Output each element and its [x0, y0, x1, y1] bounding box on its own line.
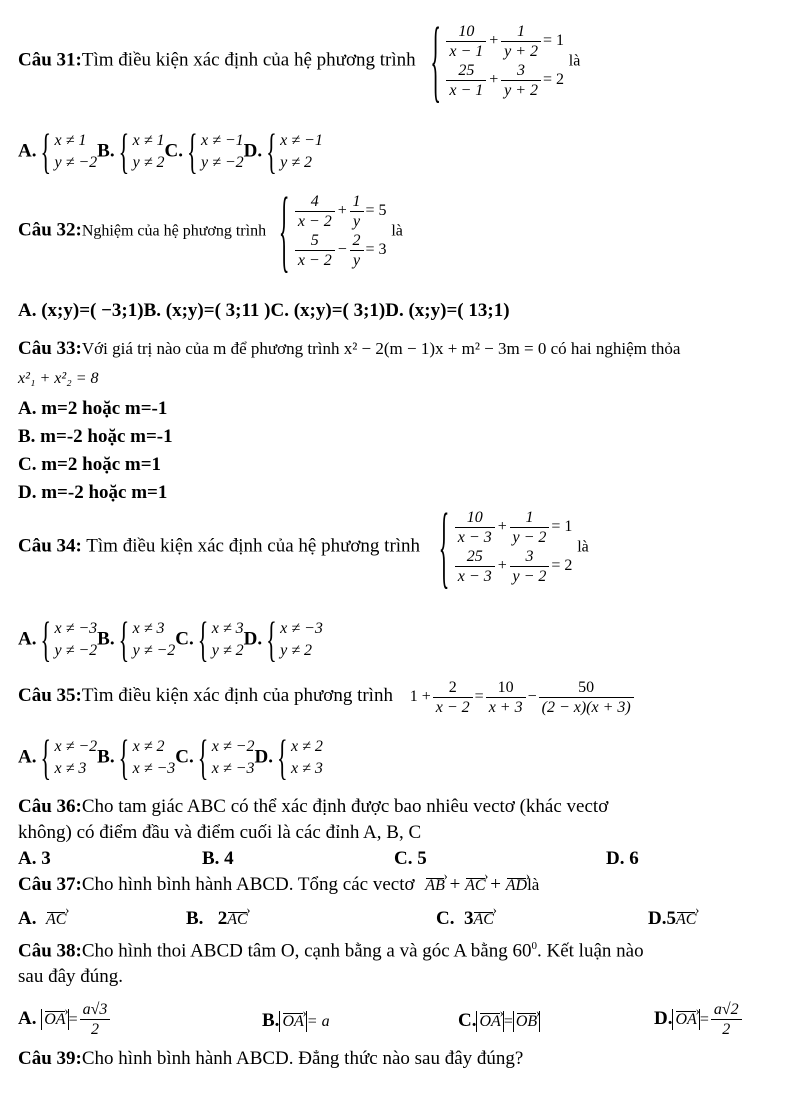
q37-label: Câu 37: — [18, 874, 82, 895]
question-31 — [18, 22, 580, 100]
q33-option-d: D. m=-2 hoặc m=1 — [18, 482, 168, 503]
q36-label: Câu 36: — [18, 796, 82, 817]
q35-equation: 1 + $\frac{2}{x - 2}$ = $\frac{10}{x + 3}$ − $\frac{50}{(2 - x)(x + 3)}$ — [410, 688, 636, 705]
question-39 — [18, 1048, 523, 1070]
q32-system: { $\frac{4}{x - 2}$ + $\frac{1}{y}$ = 5 $\frac{5}{x - 2}$ − $\frac{2}{y}$ = 3 — [283, 192, 387, 270]
q39-text: Cho hình bình hành ABCD. Đẳng thức nào sau đây đúng? — [81, 1048, 524, 1069]
q37-text: Cho hình bình hành ABCD. Tổng các vectơ — [81, 874, 415, 895]
q36-option-a: A. 3 — [18, 848, 51, 869]
q33-label: Câu 33: — [18, 338, 82, 359]
q38-text1: Cho hình thoi ABCD tâm O, cạnh bằng a và góc A bằng 60 — [81, 940, 532, 962]
q36-option-c: C. 5 — [394, 848, 427, 869]
q31-options: A. { x ≠ 1 y ≠ −2 B. { x ≠ 1 y ≠ 2 C. { x ≠ −1 y ≠ −2 D. { x ≠ −1 y ≠ 2 — [18, 130, 323, 174]
q34-system: { $\frac{10}{x - 3}$ + $\frac{1}{y - 2}$ = 1 $\frac{25}{x - 3}$ + $\frac{3}{y - 2}$ = 2 — [443, 508, 573, 586]
question-36 — [18, 796, 608, 818]
question-34 — [18, 508, 589, 586]
q35-label: Câu 35: — [18, 685, 82, 707]
q37-option-b: B. 2AC › — [186, 908, 248, 930]
q34-tail: là — [577, 538, 589, 556]
q32-answers: A. (x;y)=( −3;1)B. (x;y)=( 3;11 )C. (x;y)=( 3;1)D. (x;y)=( 13;1) — [18, 300, 510, 321]
q38-option-c: C. OA › = OB › — [458, 1010, 540, 1032]
q37-option-d: D.5AC › — [648, 908, 696, 930]
q34-label: Câu 34: — [18, 535, 82, 557]
q31-text: Tìm điều kiện xác định của hệ phương trình — [81, 49, 416, 71]
q34-text: Tìm điều kiện xác định của hệ phương trình — [81, 535, 421, 557]
q31-label: Câu 31: — [18, 49, 82, 71]
q33-option-b: B. m=-2 hoặc m=-1 — [18, 426, 173, 447]
q33-condition: x²₁ + x²₂ = 8 — [18, 370, 99, 387]
q32-text: Nghiệm của hệ phương trình — [81, 222, 267, 240]
q38-label: Câu 38: — [18, 940, 82, 962]
q36-option-b: B. 4 — [202, 848, 234, 869]
q38-option-b: B. OA › = a — [262, 1010, 330, 1032]
q32-label: Câu 32: — [18, 219, 82, 241]
question-33 — [18, 338, 680, 360]
q38-text3: sau đây đúng. — [18, 966, 124, 987]
question-35 — [18, 678, 636, 717]
q32-tail: là — [391, 222, 403, 240]
q33-option-a: A. m=2 hoặc m=-1 — [18, 398, 168, 419]
q36-text1: Cho tam giác ABC có thể xác định được bao nhiêu vectơ (khác vectơ — [81, 796, 609, 817]
q38-option-d: D. OA › = $\frac{a√2}{2}$ — [654, 1000, 744, 1039]
q33-option-c: C. m=2 hoặc m=1 — [18, 454, 162, 475]
q36-text2: không) có điểm đầu và điểm cuối là các đỉnh A, B, C — [18, 822, 422, 843]
q37-option-a: A. AC › — [18, 908, 66, 930]
question-32 — [18, 192, 403, 270]
q36-option-d: D. 6 — [606, 848, 639, 869]
q35-text: Tìm điều kiện xác định của phương trình — [81, 685, 393, 707]
question-38 — [18, 940, 644, 962]
q35-options: A. { x ≠ −2 x ≠ 3 B. { x ≠ 2 x ≠ −3 C. { x ≠ −2 x ≠ −3 D. { x ≠ 2 x ≠ 3 — [18, 736, 323, 780]
q33-text: Với giá trị nào của m để phương trình x² − 2(m − 1)x + m² − 3m = 0 có hai nghiệm thỏa — [81, 339, 681, 358]
q38-degree: 0 — [531, 940, 537, 952]
q31-tail: là — [568, 52, 581, 70]
q38-text2: . Kết luận nào — [537, 940, 644, 962]
q31-system: { $\frac{10}{x - 1}$ + $\frac{1}{y + 2}$ = 1 $\frac{25}{x - 1}$ + $\frac{3}{y + 2}$ = 2 — [434, 22, 564, 100]
q37-vector-sum: AB › + AC › + AD › — [425, 874, 527, 895]
q37-option-c: C. 3AC › — [436, 908, 494, 930]
q34-options: A. { x ≠ −3 y ≠ −2 B. { x ≠ 3 y ≠ −2 C. { x ≠ 3 y ≠ 2 D. { x ≠ −3 y ≠ 2 — [18, 618, 323, 662]
question-37 — [18, 874, 539, 896]
q38-option-a: A. OA › = $\frac{a√3}{2}$ — [18, 1000, 112, 1039]
q37-tail: là — [527, 875, 540, 894]
q39-label: Câu 39: — [18, 1048, 82, 1069]
